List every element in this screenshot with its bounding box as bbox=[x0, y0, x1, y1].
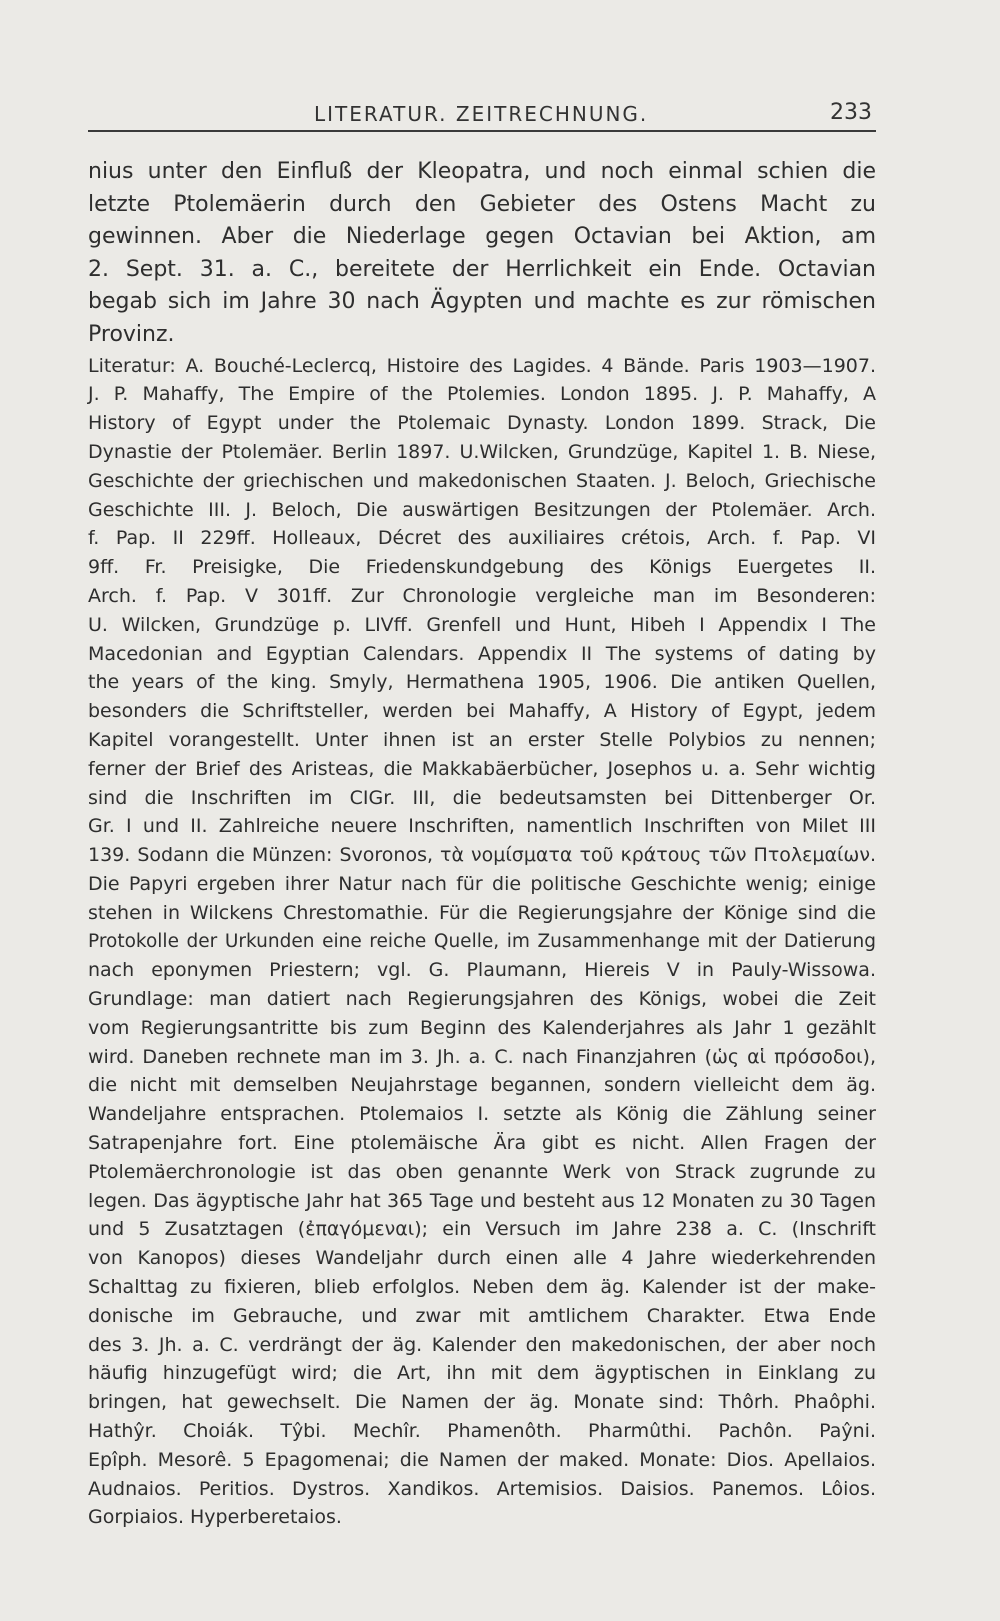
literature-text-line: besonders die Schriftsteller, werden bei Mahaffy, A History of Egypt, jedem bbox=[88, 700, 876, 723]
main-text-line: letzte Ptolemäerin durch den Gebieter des Ostens Macht zu bbox=[88, 191, 876, 217]
literature-text-line: Epîph. Mesorê. 5 Epagomenai; die Namen der maked. Monate: Dios. Apellaios. bbox=[88, 1448, 876, 1471]
literature-paragraph bbox=[88, 352, 876, 1533]
literature-text-line: nach eponymen Priestern; vgl. G. Plaumann, Hiereis V in Pauly-Wissowa. bbox=[88, 959, 876, 982]
literature-text-line: Kapitel vorangestellt. Unter ihnen ist an erster Stelle Polybios zu nennen; bbox=[88, 728, 876, 751]
literature-text-line: Wandeljahre entsprachen. Ptolemaios I. setzte als König die Zählung seiner bbox=[88, 1103, 876, 1126]
main-text-line: Provinz. bbox=[88, 321, 175, 347]
literature-text-line: 9ff. Fr. Preisigke, Die Friedenskundgebung des Königs Euergetes II. bbox=[88, 556, 876, 579]
literature-text-line: Hathŷr. Choiák. Tŷbi. Mechîr. Phamenôth. Pharmûthi. Pachôn. Paŷni. bbox=[88, 1420, 876, 1443]
literature-text-line: U. Wilcken, Grundzüge p. LIVff. Grenfell und Hunt, Hibeh I Appendix I The bbox=[88, 613, 876, 636]
literature-text-line: J. P. Mahaffy, The Empire of the Ptolemies. London 1895. J. P. Mahaffy, A bbox=[88, 383, 876, 406]
literature-text-line: stehen in Wilckens Chrestomathie. Für die Regierungsjahre der Könige sind die bbox=[88, 901, 876, 924]
literature-text-line: Schalttag zu fixieren, blieb erfolglos. Neben dem äg. Kalender ist der make- bbox=[88, 1276, 876, 1299]
literature-text-line: von Kanopos) dieses Wandeljahr durch einen alle 4 Jahre wiederkehrenden bbox=[88, 1247, 876, 1270]
literature-text-line: bringen, hat gewechselt. Die Namen der äg. Monate sind: Thôrh. Phaôphi. bbox=[88, 1391, 876, 1414]
literature-text-line: und 5 Zusatztagen (ἐπαγόμεναι); ein Versuch im Jahre 238 a. C. (Inschrift bbox=[88, 1218, 876, 1241]
literature-text-line: sind die Inschriften im CIGr. III, die bedeutsamsten bei Dittenberger Or. bbox=[88, 786, 876, 809]
literature-text-line: Dynastie der Ptolemäer. Berlin 1897. U.Wilcken, Grundzüge, Kapitel 1. B. Niese, bbox=[88, 440, 876, 463]
literature-text-line: Gr. I und II. Zahlreiche neuere Inschriften, namentlich Inschriften von Milet III bbox=[88, 815, 876, 838]
main-text-line: nius unter den Einfluß der Kleopatra, und noch einmal schien die bbox=[88, 159, 876, 184]
literature-text-line: donische im Gebrauche, und zwar mit amtlichem Charakter. Etwa Ende bbox=[88, 1304, 876, 1327]
literature-text-line: häufig hinzugefügt wird; die Art, ihn mit dem ägyptischen in Einklang zu bbox=[88, 1362, 876, 1385]
literature-text-line: Literatur: A. Bouché-Leclercq, Histoire des Lagides. 4 Bände. Paris 1903—1907. bbox=[88, 354, 876, 377]
literature-text-line: Macedonian and Egyptian Calendars. Appendix II The systems of dating by bbox=[88, 642, 876, 665]
literature-text-line: Die Papyri ergeben ihrer Natur nach für die politische Geschichte wenig; einige bbox=[88, 872, 876, 895]
literature-text-line: wird. Daneben rechnete man im 3. Jh. a. C. nach Finanzjahren (ὡς αἱ πρόσοδοι), bbox=[88, 1045, 876, 1068]
literature-text-line: Gorpiaios. Hyperberetaios. bbox=[88, 1506, 342, 1529]
page-number: 233 bbox=[830, 100, 872, 125]
header-rule bbox=[88, 130, 876, 132]
running-title: LITERATUR. ZEITRECHNUNG. bbox=[314, 102, 649, 126]
literature-text-line: Grundlage: man datiert nach Regierungsjahren des Königs, wobei die Zeit bbox=[88, 988, 876, 1011]
literature-text-line: Ptolemäerchronologie ist das oben genannte Werk von Strack zugrunde zu bbox=[88, 1160, 876, 1183]
literature-text-line: die nicht mit demselben Neujahrstage begannen, sondern vielleicht dem äg. bbox=[88, 1074, 876, 1097]
literature-text-line: Audnaios. Peritios. Dystros. Xandikos. Artemisios. Daisios. Panemos. Lôios. bbox=[88, 1477, 876, 1500]
main-text-line: 2. Sept. 31. a. C., bereitete der Herrlichkeit ein Ende. Octavian bbox=[88, 256, 876, 282]
literature-text-line: ferner der Brief des Aristeas, die Makkabäerbücher, Josephos u. a. Sehr wichtig bbox=[88, 757, 876, 780]
main-text-line: begab sich im Jahre 30 nach Ägypten und machte es zur römischen bbox=[88, 289, 876, 315]
main-paragraph bbox=[88, 156, 876, 352]
literature-text-line: Arch. f. Pap. V 301ff. Zur Chronologie vergleiche man im Besonderen: bbox=[88, 584, 876, 607]
literature-text-line: vom Regierungsantritte bis zum Beginn des Kalenderjahres als Jahr 1 gezählt bbox=[88, 1016, 876, 1039]
literature-text-line: des 3. Jh. a. C. verdrängt der äg. Kalender den makedonischen, der aber noch bbox=[88, 1333, 876, 1356]
literature-text-line: Satrapenjahre fort. Eine ptolemäische Ära gibt es nicht. Allen Fragen der bbox=[88, 1132, 876, 1155]
literature-text-line: legen. Das ägyptische Jahr hat 365 Tage und besteht aus 12 Monaten zu 30 Tagen bbox=[88, 1189, 876, 1212]
main-text-line: gewinnen. Aber die Niederlage gegen Octavian bei Aktion, am bbox=[88, 224, 876, 250]
literature-text-line: 139. Sodann die Münzen: Svoronos, τὰ νομίσματα τοῦ κράτους τῶν Πτολεμαίων. bbox=[88, 844, 876, 867]
page-body bbox=[88, 156, 876, 1532]
running-header bbox=[88, 96, 876, 130]
literature-text-line: Protokolle der Urkunden eine reiche Quelle, im Zusammenhange mit der Datierung bbox=[88, 930, 876, 952]
literature-text-line: f. Pap. II 229ff. Holleaux, Décret des auxiliaires crétois, Arch. f. Pap. VI bbox=[88, 527, 876, 550]
book-page bbox=[88, 96, 876, 1529]
literature-text-line: the years of the king. Smyly, Hermathena 1905, 1906. Die antiken Quellen, bbox=[88, 671, 876, 694]
literature-text-line: History of Egypt under the Ptolemaic Dynasty. London 1899. Strack, Die bbox=[88, 412, 876, 435]
literature-text-line: Geschichte der griechischen und makedonischen Staaten. J. Beloch, Griechische bbox=[88, 469, 876, 492]
literature-text-line: Geschichte III. J. Beloch, Die auswärtigen Besitzungen der Ptolemäer. Arch. bbox=[88, 498, 876, 521]
